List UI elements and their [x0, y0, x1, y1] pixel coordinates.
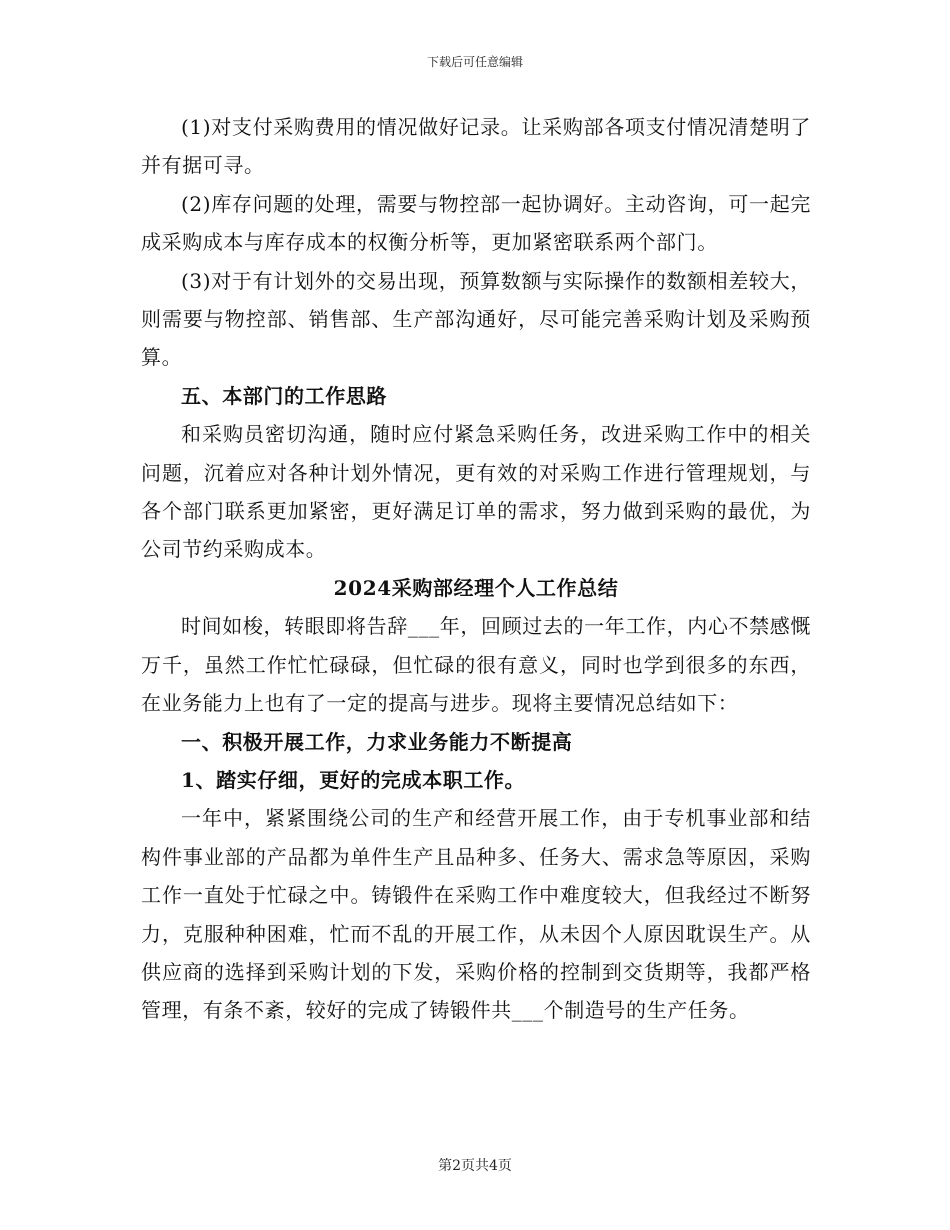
paragraph-work-ideas: 和采购员密切沟通，随时应付紧急采购任务，改进采购工作中的相关问题，沉着应对各种计划外情况，更有效的对采购工作进行管理规划，与各个部门联系更加紧密，更好满足订单的需求，努力做到采购的最优，为公司节约采购成本。: [141, 422, 811, 562]
paragraph-inventory: (2)库存问题的处理，需要与物控部一起协调好。主动咨询，可一起完成采购成本与库存成本的权衡分析等，更加紧密联系两个部门。: [141, 191, 811, 255]
paragraph-payment-records: (1)对支付采购费用的情况做好记录。让采购部各项支付情况清楚明了并有据可寻。: [141, 115, 811, 178]
document-body: [141, 108, 811, 1030]
document-title: 2024采购部经理个人工作总结: [333, 575, 619, 600]
paragraph-intro: 时间如梭，转眼即将告辞___年，回顾过去的一年工作，内心不禁感慨万千，虽然工作忙忙碌碌，但忙碌的很有意义，同时也学到很多的东西，在业务能力上也有了一定的提高与进步。现将主要情况总结如下：: [141, 614, 811, 716]
paragraph-unplanned-transactions: (3)对于有计划外的交易出现，预算数额与实际操作的数额相差较大，则需要与物控部、销售部、生产部沟通好，尽可能完善采购计划及采购预算。: [141, 268, 811, 370]
page-header: 下载后可任意编辑: [426, 55, 523, 69]
section-heading-work-ideas: 五、本部门的工作思路: [181, 383, 387, 408]
subsection-heading-one: 1、踏实仔细，更好的完成本职工作。: [181, 767, 526, 792]
paragraph-year-work: 一年中，紧紧围绕公司的生产和经营开展工作，由于专机事业部和结构件事业部的产品都为单件生产且品种多、任务大、需求急等原因，采购工作一直处于忙碌之中。铸锻件在采购工作中难度较大，但我经过不断努力，克服种种困难，忙而不乱的开展工作，从未因个人原因耽误生产。从供应商的选择到采购计划的下发，采购价格的控制到交货期等，我都严格管理，有条不紊，较好的完成了铸锻件共___个制造号的生产任务。: [141, 806, 811, 1023]
section-heading-one: 一、积极开展工作，力求业务能力不断提高: [181, 729, 573, 754]
page-number-footer: 第2页共4页: [438, 1158, 512, 1174]
